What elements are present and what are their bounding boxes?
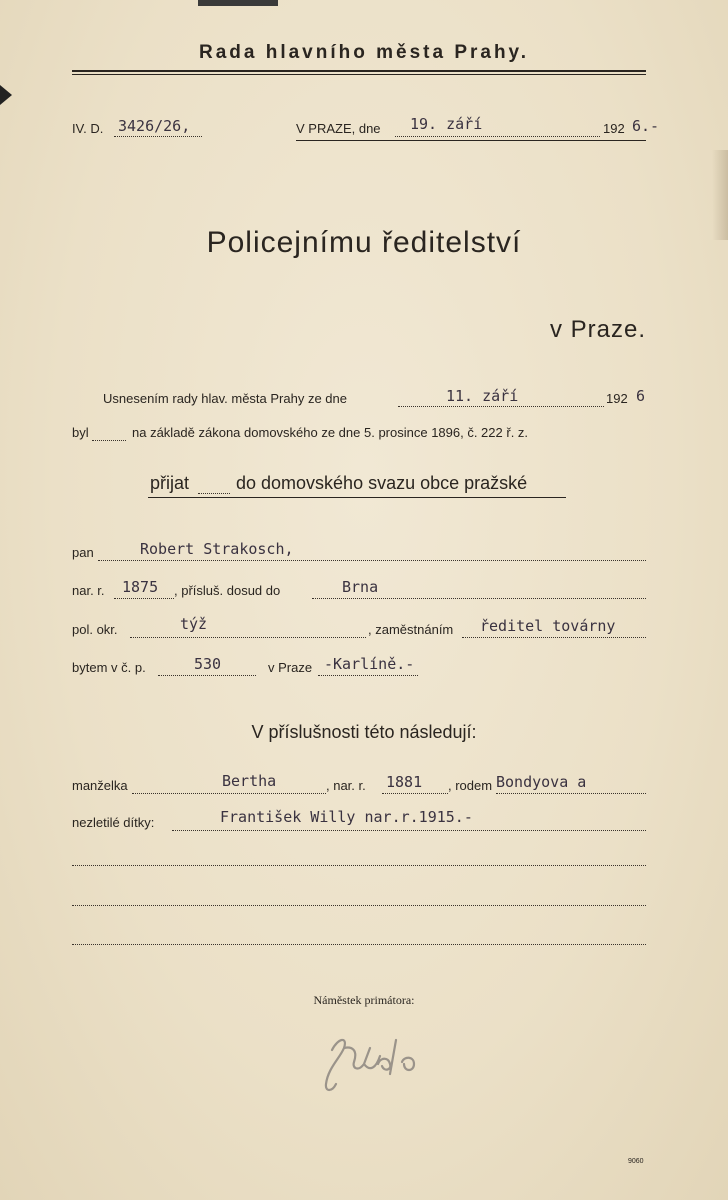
- footer-code: 9060: [628, 1158, 644, 1165]
- ref-date-dots: [395, 136, 600, 137]
- children-label: nezletilé dítky:: [72, 815, 155, 830]
- signature-mark: [318, 1028, 438, 1098]
- accepted-underline: [148, 497, 566, 498]
- house-dots: [158, 675, 256, 676]
- ref-number-dots: [114, 136, 202, 137]
- resolution-year-suffix: 6: [636, 387, 646, 405]
- wife-name: Bertha: [222, 772, 277, 790]
- family-heading: V příslušnosti této následují:: [251, 722, 477, 742]
- ref-date: 19. září: [410, 115, 483, 133]
- ref-underline: [296, 140, 646, 141]
- name-dots: [98, 560, 646, 561]
- addressee-city: v Praze.: [549, 316, 646, 343]
- born-dots: [114, 598, 174, 599]
- belongs-dots: [312, 598, 646, 599]
- punch-corner: [0, 85, 12, 105]
- person-born: 1875: [122, 578, 159, 596]
- resolution-text2: na základě zákona domovského ze dne 5. prosince 1896, č. 222 ř. z.: [132, 425, 529, 440]
- ref-year-prefix: 192: [603, 121, 625, 136]
- scan-artifact-band: [198, 0, 278, 6]
- person-name: Robert Strakosch,: [140, 540, 294, 558]
- signature-label: Náměstek primátora:: [313, 993, 415, 1007]
- person-occupation: ředitel továrny: [480, 617, 616, 635]
- belongs-label: , přísluš. dosud do: [174, 583, 281, 598]
- wife-label: manželka: [72, 778, 128, 793]
- wife-maiden-label: , rodem: [448, 778, 493, 793]
- pan-label: pan: [72, 545, 94, 560]
- accepted-word: přijat: [150, 473, 190, 493]
- wife-dots: [132, 793, 326, 794]
- person-belongs: Brna: [342, 578, 379, 596]
- wife-born: 1881: [386, 773, 423, 791]
- header-rule-1: [72, 70, 646, 72]
- blank-line-1: [72, 865, 646, 866]
- byl-label: byl: [72, 425, 89, 440]
- district-label: pol. okr.: [72, 622, 118, 637]
- ref-prefix: IV. D.: [72, 121, 104, 136]
- district-dots: [130, 637, 366, 638]
- person-city: -Karlíně.-: [324, 655, 415, 673]
- children-dots: [172, 830, 646, 831]
- resolution-text1: Usnesením rady hlav. města Prahy ze dne: [103, 391, 347, 406]
- occupation-dots: [462, 637, 646, 638]
- council-header: Rada hlavního města Prahy.: [198, 42, 529, 63]
- wife-born-label: , nar. r.: [326, 778, 366, 793]
- person-district: týž: [180, 615, 208, 633]
- resolution-date: 11. září: [446, 387, 519, 405]
- ref-year-suffix: 6.-: [632, 117, 660, 135]
- byl-dots: [92, 440, 126, 441]
- city-dots: [318, 675, 418, 676]
- city-label: v Praze: [268, 660, 313, 675]
- address-label: bytem v č. p.: [72, 660, 146, 675]
- occupation-label: , zaměstnáním: [368, 622, 454, 637]
- ref-number: 3426/26,: [118, 117, 191, 135]
- blank-line-2: [72, 905, 646, 906]
- wife-maiden: Bondyova a: [496, 773, 587, 791]
- person-house-no: 530: [194, 655, 222, 673]
- accepted-rest: do domovského svazu obce pražské: [236, 473, 528, 493]
- addressee-title: Policejnímu ředitelství: [206, 226, 522, 259]
- born-label: nar. r.: [72, 583, 105, 598]
- wife-born-dots: [382, 793, 448, 794]
- children-names: František Willy nar.r.1915.-: [220, 808, 473, 826]
- resolution-year-prefix: 192: [606, 391, 628, 406]
- wife-maiden-dots: [496, 793, 646, 794]
- blank-line-3: [72, 944, 646, 945]
- accepted-dots: [198, 493, 230, 494]
- ref-place: V PRAZE, dne: [296, 121, 381, 136]
- header-rule-2: [72, 74, 646, 75]
- resolution-date-dots: [398, 406, 604, 407]
